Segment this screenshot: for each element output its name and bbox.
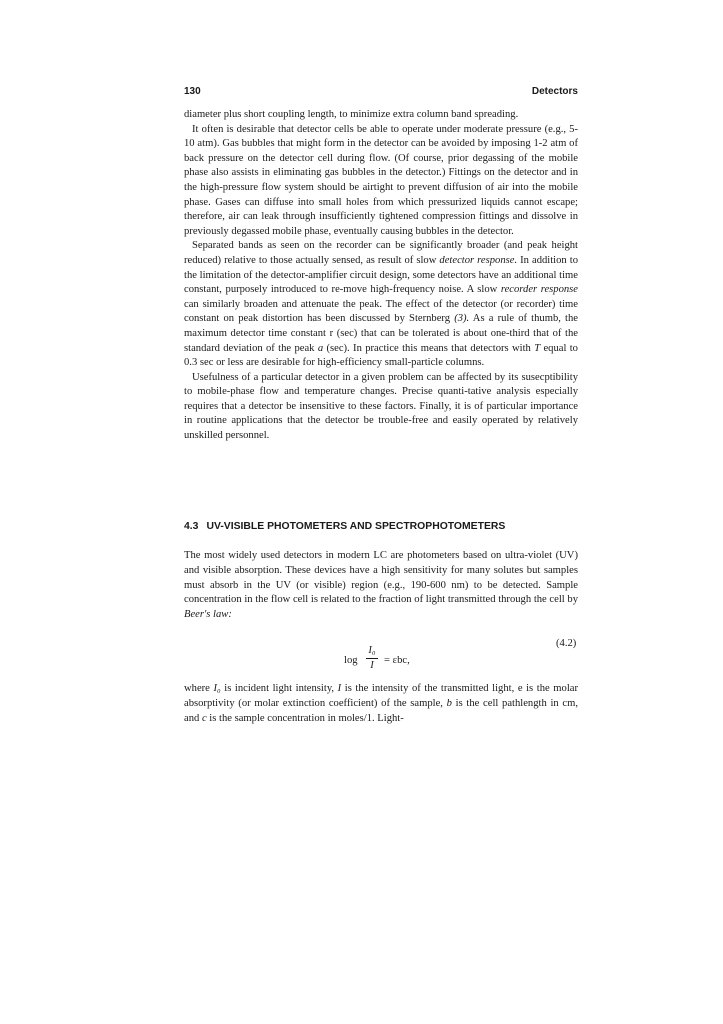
page-number: 130 [184,86,201,97]
paragraph: Separated bands as seen on the recorder can be significantly broader (and peak height reduced) relative to those actually sensed, as result of slow detector response. In addition to the limitation of the detector-amplifier circuit design, some detectors have an additional time constant, purposely introduced to re-move high-frequency noise. A slow recorder response can similarly broaden and attenuate the peak. The effect of the detector (or recorder) time constant on peak distortion has been discussed by Sternberg (3). As a rule of thumb, the maximum detector time constant r (sec) that can be tolerated is about one-third that of the standard deviation of the peak a (sec). In practice this means that detectors with T equal to 0.3 sec or less are desirable for high-efficiency small-particle columns. [184,240,578,369]
equation-number: (4.2) [556,638,577,649]
paragraph: Usefulness of a particular detector in a given problem can be affected by its susecptibility to mobile-phase flow and temperature changes. Precise quanti-tative analysis especially requires that a detector be insensitive to these factors. Finally, it is of particular importance in routine applications that the detector be trouble-free and easily operated by relatively unskilled personnel. [184,371,578,442]
beers-law-equation [344,645,464,679]
fraction-bar [366,658,378,659]
eq-numerator: I₀ [368,645,376,656]
eq-log: log [344,655,358,666]
section-number: 4.3 [184,521,199,532]
paragraph: The most widely used detectors in modern LC are photometers based on ultra-violet (UV) and visible absorption. These devices have a high sensitivity for many solutes but samples must absorb in the UV (or visible) region (e.g., 190-600 nm) to be detected. Sample concentration in the flow cell is related to the fraction of light transmitted through the cell by Beer's law: [184,550,578,621]
eq-denominator: I [370,660,374,671]
page-header [184,86,578,100]
section-heading [184,521,578,532]
paragraph: It often is desirable that detector cells be able to operate under moderate pressure (e.g., 5-10 atm). Gas bubbles that might form in the detector can be avoided by imposing 1-2 atm of back pressure on the detector cell during flow. (Of course, prior degassing of the mobile phase also assists in eliminating gas bubbles in the detector.) Fittings on the detector and in the high-pressure flow system should be airtight to prevent diffusion of air into the mobile phase. Gases can diffuse into small holes from which pressurized liquids cannot escape; therefore, air can leak through insufficiently tightened compression fittings and dissolve in previously degassed mobile phase, eventually causing bubbles in the detector. [184,123,578,237]
eq-rhs: = εbc, [384,655,410,666]
paragraph: diameter plus short coupling length, to minimize extra column band spreading. [184,109,519,120]
eq-fraction [366,645,378,672]
section-title: UV-VISIBLE PHOTOMETERS AND SPECTROPHOTOMETERS [206,521,506,532]
paragraph: where I₀ is incident light intensity, I is the intensity of the transmitted light, e is the molar absorptivity (or molar extinction coefficient) of the sample, b is the cell pathlength in cm, and c is the sample concentration in moles/1. Light- [184,683,578,724]
section-body [184,108,578,444]
running-title: Detectors [531,86,578,97]
